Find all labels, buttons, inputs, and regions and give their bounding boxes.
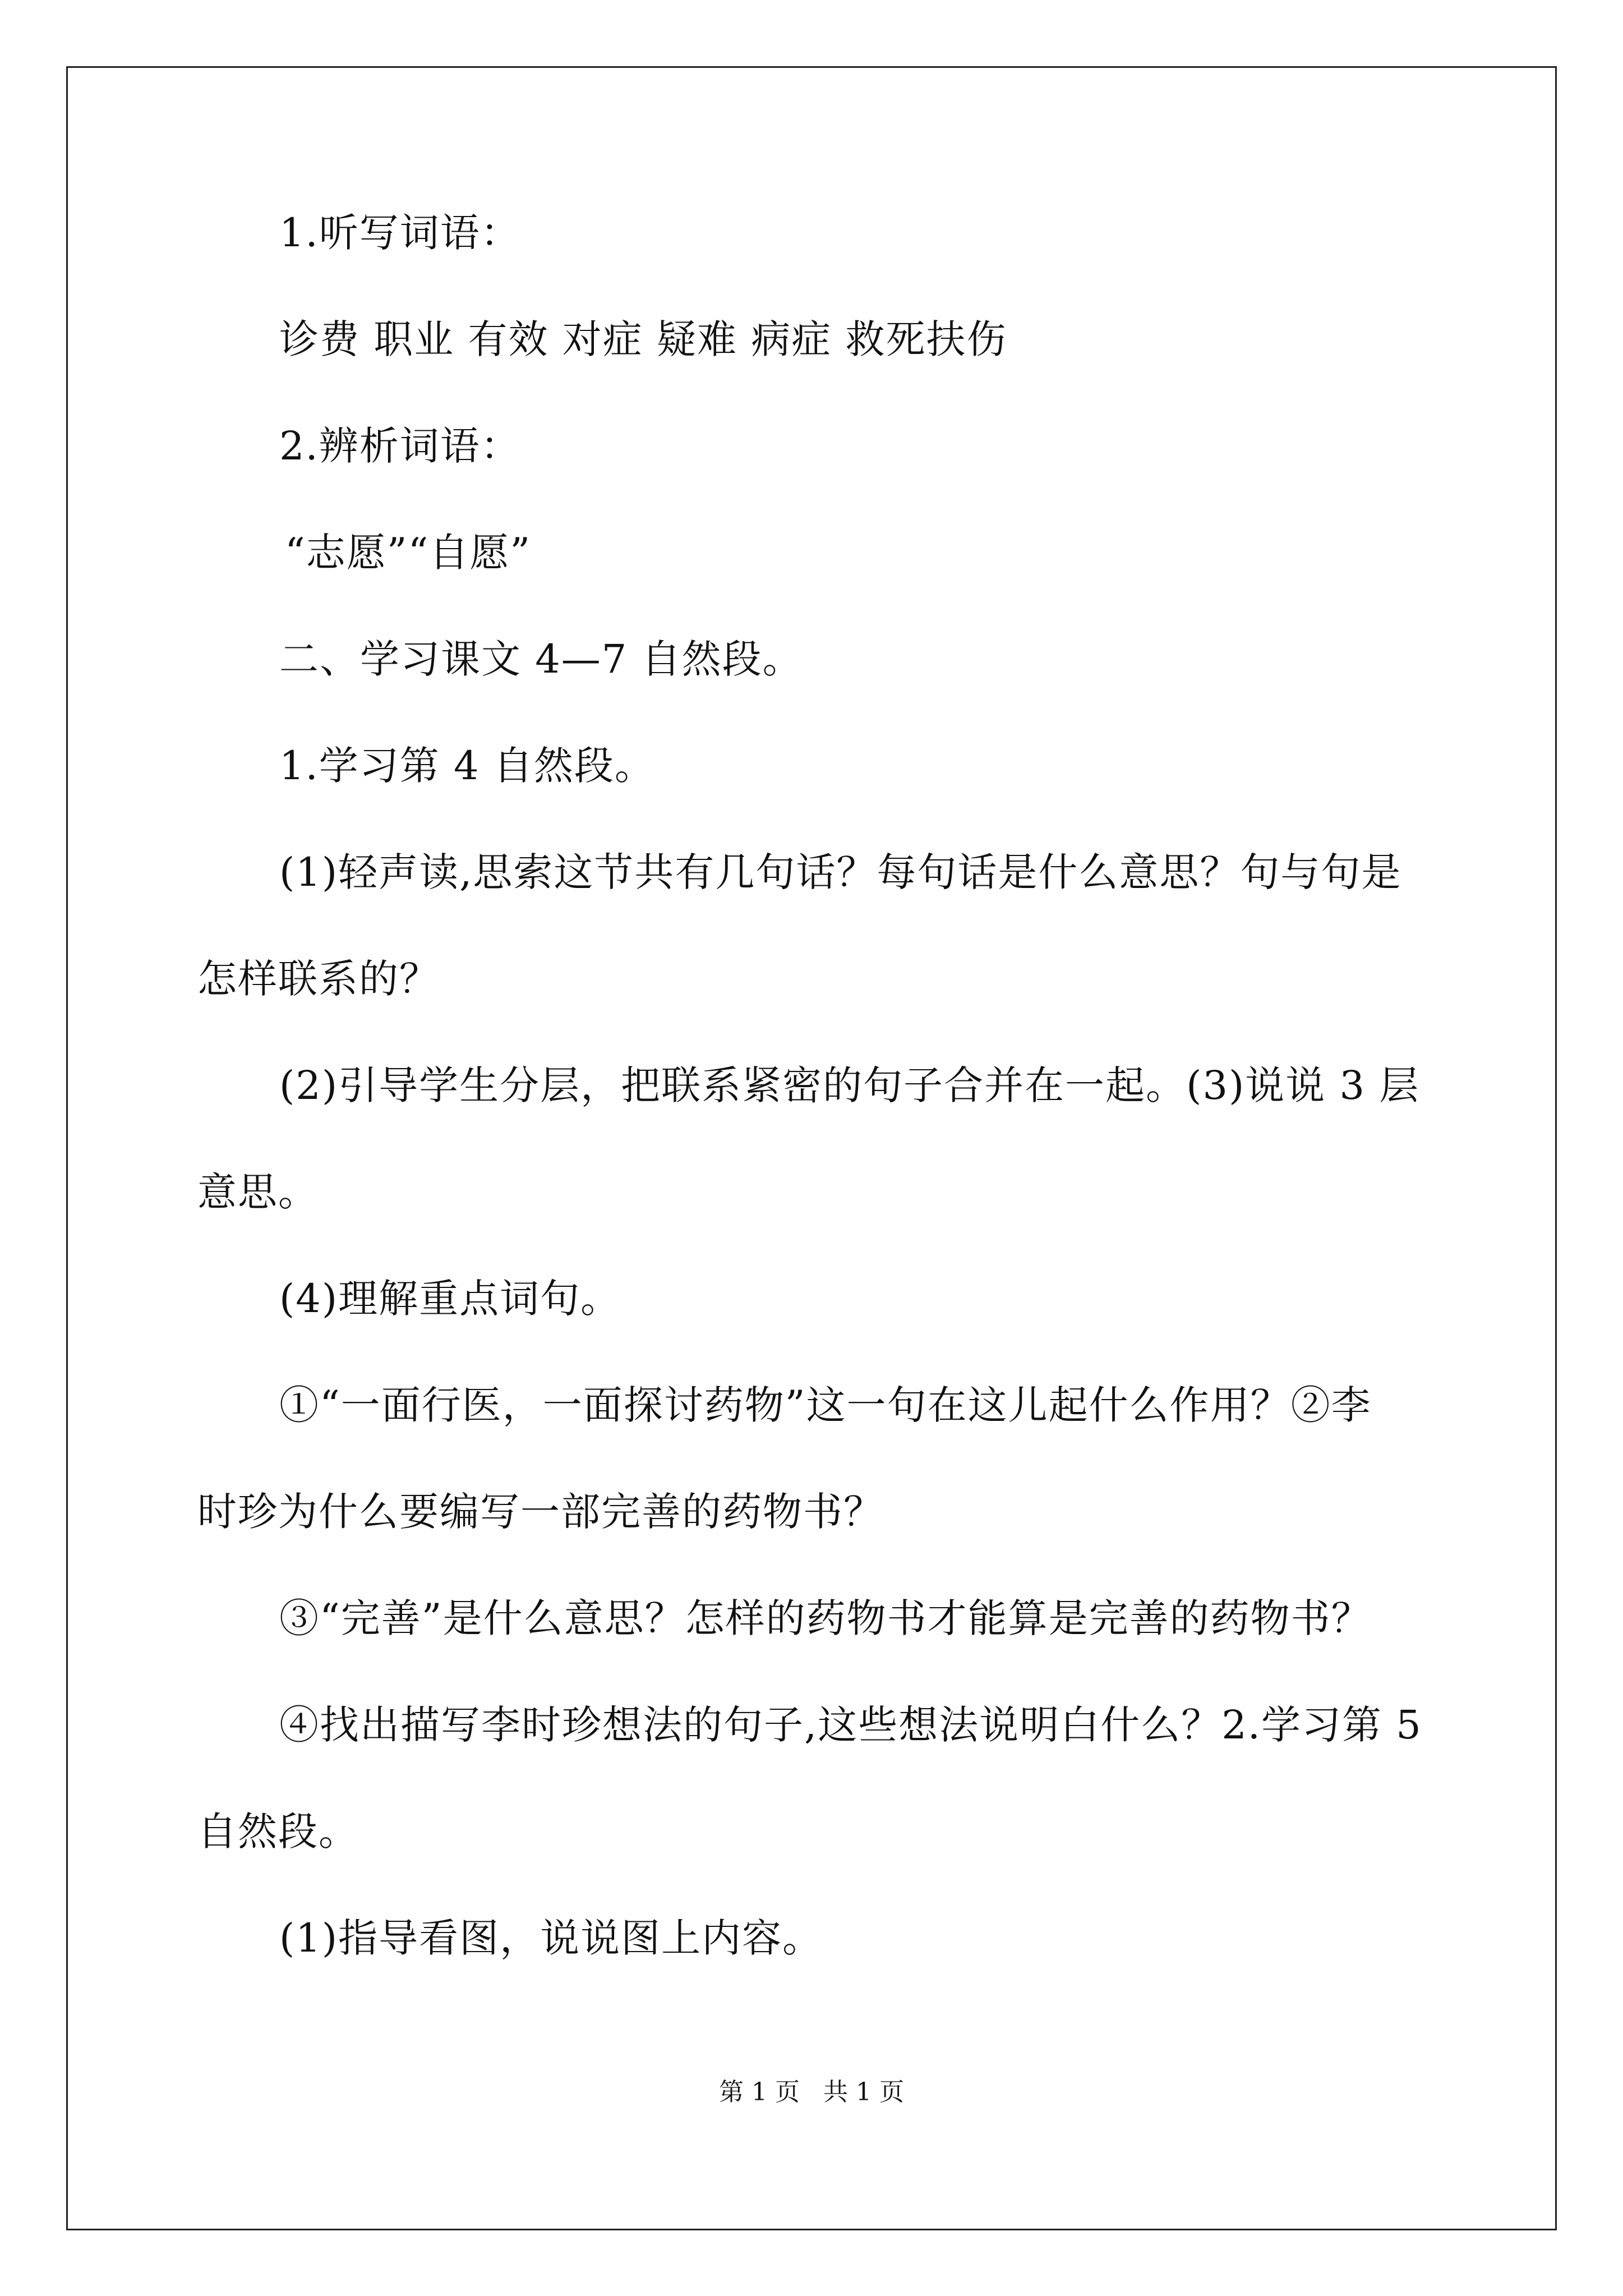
paragraph-line: (4)理解重点词句。 <box>279 1276 621 1322</box>
paragraph-line: ①“一面行医，一面探讨药物”这一句在这儿起什么作用？②李 <box>279 1382 1372 1428</box>
heading-word-analysis: 2.辨析词语： <box>279 423 521 469</box>
paragraph-line: 意思。 <box>197 1169 319 1215</box>
page-border <box>66 66 1557 2230</box>
page-number-footer: 第 1 页 共 1 页 <box>719 2078 904 2106</box>
word-pair: “志愿”“自愿” <box>285 530 532 576</box>
paragraph-line: (1)轻声读,思索这节共有几句话？每句话是什么意思？句与句是 <box>279 849 1402 895</box>
paragraph-line: (1)指导看图，说说图上内容。 <box>279 1915 823 1961</box>
paragraph-line: 时珍为什么要编写一部完善的药物书？ <box>197 1489 884 1535</box>
heading-dictation: 1.听写词语： <box>279 210 521 256</box>
section-heading: 二、学习课文 4—7 自然段。 <box>279 636 803 682</box>
vocabulary-list: 诊费 职业 有效 对症 疑难 病症 救死扶伤 <box>279 316 1007 362</box>
paragraph-line: ④找出描写李时珍想法的句子,这些想法说明白什么？2.学习第 5 <box>279 1702 1422 1748</box>
paragraph-line: ③“完善”是什么意思？怎样的药物书才能算是完善的药物书？ <box>279 1595 1372 1641</box>
paragraph-line: (2)引导学生分层，把联系紧密的句子合并在一起。(3)说说 3 层 <box>279 1062 1420 1108</box>
paragraph-line: 怎样联系的？ <box>197 956 440 1002</box>
paragraph-line: 自然段。 <box>197 1809 359 1855</box>
subsection-heading-para4: 1.学习第 4 自然段。 <box>279 743 655 789</box>
